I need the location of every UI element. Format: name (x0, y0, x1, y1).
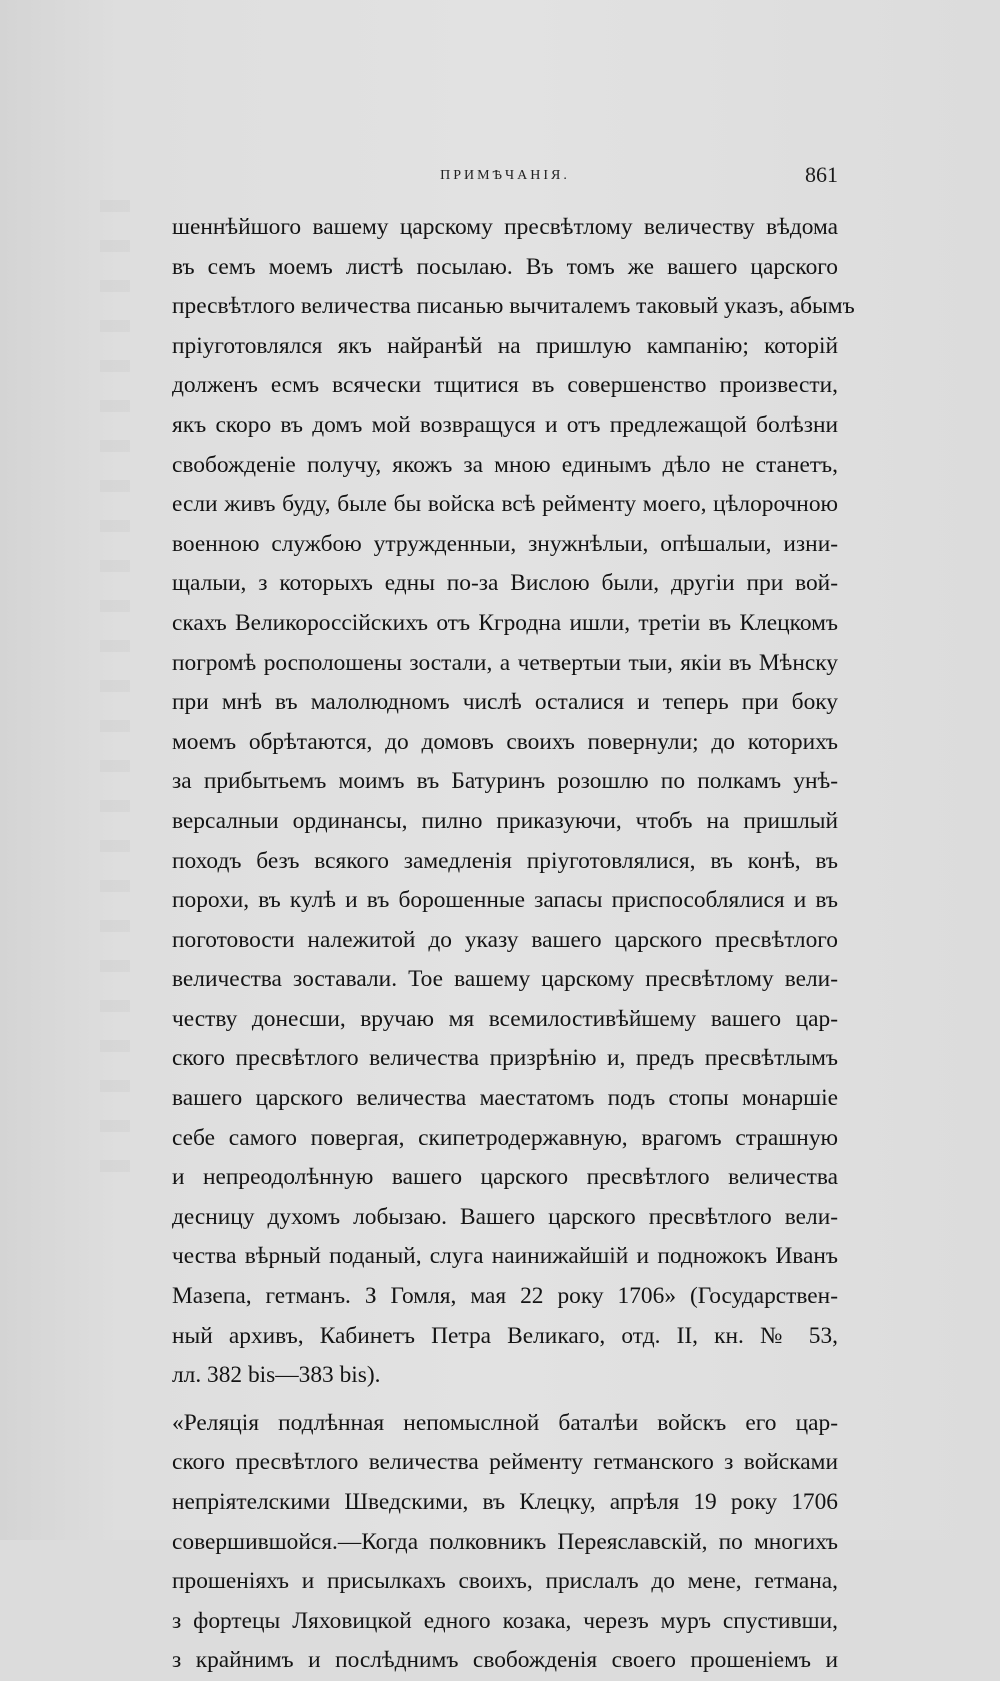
text-line: долженъ есмъ всячески тщитися въ совершенство произвести, (172, 372, 838, 399)
text-line: пріуготовлялся якъ найранѣй на пришлую кампанію; которій (172, 332, 838, 359)
text-line: порохи, въ кулѣ и въ борошенные запасы приспособлялися и въ (172, 887, 838, 914)
paragraph-1 (172, 208, 855, 1396)
text-line: «Реляція подлѣнная непомыслной баталѣи войскъ его цар- (172, 1409, 838, 1436)
paragraph-2 (172, 1404, 838, 1681)
text-line: погромѣ росполошены зостали, а четвертыи тыи, якіи въ Мѣнску (172, 649, 838, 676)
text-line: щалыи, з которыхъ едны по-за Вислою были, другіи при вой- (172, 570, 838, 597)
body-text (172, 208, 855, 1681)
text-line: непріятелскими Шведскими, въ Клецку, апрѣля 19 року 1706 (172, 1489, 838, 1515)
text-line: въ семъ моемъ листѣ посылаю. Въ томъ же вашего царского (172, 253, 838, 280)
running-title: ПРИМѢЧАНІЯ. (440, 168, 570, 183)
text-line: если живъ буду, быле бы войска всѣ рейменту моего, цѣлорочною (172, 491, 838, 518)
text-line: походъ безъ всякого замедленія пріуготовлялися, въ конѣ, въ (172, 847, 838, 874)
paragraph-gap (172, 1396, 838, 1404)
text-line: военною службою утружденныи, знужнѣлыи, опѣшалыи, изни- (172, 530, 838, 557)
text-line: при мнѣ въ малолюдномъ числѣ осталися и теперь при боку (172, 689, 838, 716)
text-line: величества зоставали. Тое вашему царскому пресвѣтлому вели- (172, 966, 838, 993)
text-line: себе самого повергая, скипетродержавную, врагомъ страшную (172, 1124, 838, 1151)
text-line: пресвѣтлого величества писанью вычиталемъ таковый указъ, абымъ (172, 293, 855, 320)
text-line: свобожденіе получу, якожъ за мною единымъ дѣло не станетъ, (172, 451, 838, 478)
text-line: Мазепа, гетманъ. З Гомля, мая 22 року 1706» (Государствен- (172, 1283, 838, 1310)
text-line: честву донесши, вручаю мя всемилостивѣйшему вашего цар- (172, 1005, 838, 1032)
text-line: шеннѣйшого вашему царскому пресвѣтлому величеству вѣдома (172, 214, 838, 240)
show-through-shadow (100, 200, 130, 1200)
text-line: и непреодолѣнную вашего царского пресвѣтлого величества (172, 1164, 838, 1191)
text-line: совершившойся.—Когда полковникъ Переяславскій, по многихъ (172, 1528, 838, 1555)
page-number: 861 (805, 162, 838, 187)
text-line: якъ скоро въ домъ мой возвращуся и отъ предлежащой болѣзни (172, 411, 838, 438)
text-line: лл. 382 bis—383 bis). (172, 1362, 381, 1389)
text-line: поготовости належитой до указу вашего царского пресвѣтлого (172, 926, 838, 953)
text-line: моемъ обрѣтаются, до домовъ своихъ повернули; до которихъ (172, 728, 838, 755)
text-line: ского пресвѣтлого величества рейменту гетманского з войсками (172, 1449, 838, 1476)
text-line: версалныи ординансы, пилно приказуючи, чтобъ на пришлый (172, 807, 838, 834)
text-line: за прибытьемъ моимъ въ Батуринъ розошлю по полкамъ унѣ- (172, 768, 838, 795)
text-line: з фортецы Ляховицкой едного козака, черезъ муръ спустивши, (172, 1607, 838, 1634)
text-line: вашего царского величества маестатомъ подъ стопы монаршіе (172, 1085, 838, 1112)
running-head (172, 162, 838, 192)
text-line: чества вѣрный поданый, слуга наинижайшій и подножокъ Иванъ (172, 1243, 838, 1270)
text-line: десницу духомъ лобызаю. Вашего царского пресвѣтлого вели- (172, 1203, 838, 1230)
text-line: прошеніяхъ и присылкахъ своихъ, прислалъ до мене, гетмана, (172, 1568, 838, 1595)
text-line: з крайнимъ и послѣднимъ свобожденія своего прошеніемъ и (172, 1647, 838, 1674)
text-line: скахъ Великороссійскихъ отъ Кгродна ишли, третіи въ Клецкомъ (172, 609, 838, 636)
text-line: ный архивъ, Кабинетъ Петра Великаго, отд. II, кн. № 53, (172, 1322, 838, 1349)
text-line: ского пресвѣтлого величества призрѣнію и, предъ пресвѣтлымъ (172, 1045, 838, 1072)
